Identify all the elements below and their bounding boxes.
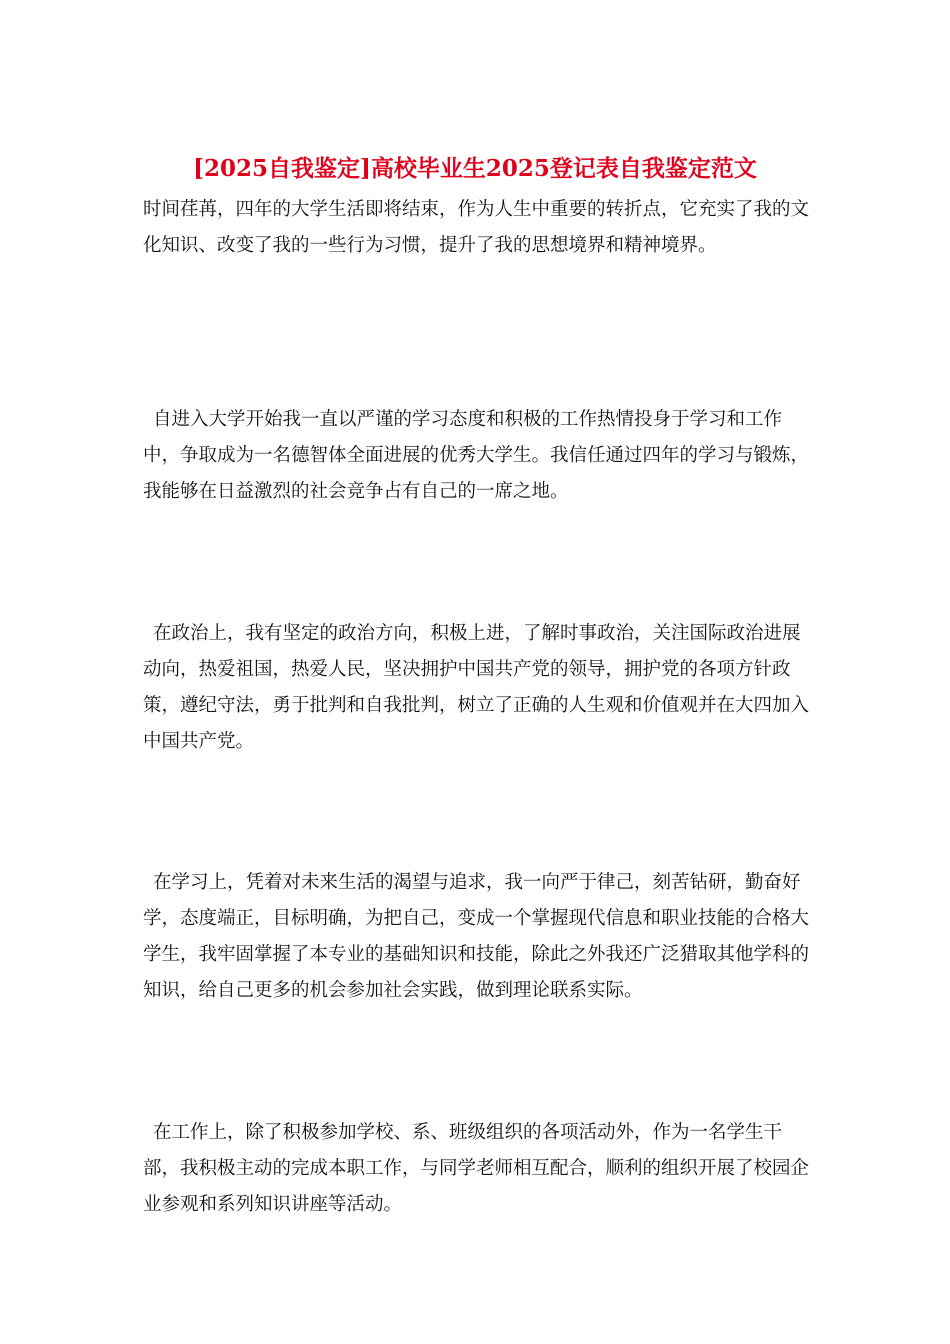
- paragraph-politics: 在政治上，我有坚定的政治方向，积极上进，了解时事政治，关注国际政治进展动向，热爱祖国，热爱人民，坚决拥护中国共产党的领导，拥护党的各项方针政策，遵纪守法，勇于批判和自我批判，树立了正确的人生观和价值观并在大四加入中国共产党。: [143, 623, 810, 752]
- document-title: [2025自我鉴定]高校毕业生2025登记表自我鉴定范文: [193, 155, 757, 182]
- paragraph-work: 在工作上，除了积极参加学校、系、班级组织的各项活动外，作为一名学生干部，我积极主动的完成本职工作，与同学老师相互配合，顺利的组织开展了校园企业参观和系列知识讲座等活动。: [143, 1122, 810, 1215]
- paragraph-university-goal: 自进入大学开始我一直以严谨的学习态度和积极的工作热情投身于学习和工作中，争取成为一名德智体全面进展的优秀大学生。我信任通过四年的学习与锻炼，我能够在日益激烈的社会竞争占有自己的一席之地。: [143, 409, 810, 502]
- paragraph-intro: 时间荏苒，四年的大学生活即将结束，作为人生中重要的转折点，它充实了我的文化知识、改变了我的一些行为习惯，提升了我的思想境界和精神境界。: [143, 199, 810, 256]
- paragraph-study: 在学习上，凭着对未来生活的渴望与追求，我一向严于律己，刻苦钻研，勤奋好学，态度端正，目标明确，为把自己，变成一个掌握现代信息和职业技能的合格大学生，我牢固掌握了本专业的基础知识和技能，除此之外我还广泛猎取其他学科的知识，给自己更多的机会参加社会实践，做到理论联系实际。: [143, 872, 810, 1001]
